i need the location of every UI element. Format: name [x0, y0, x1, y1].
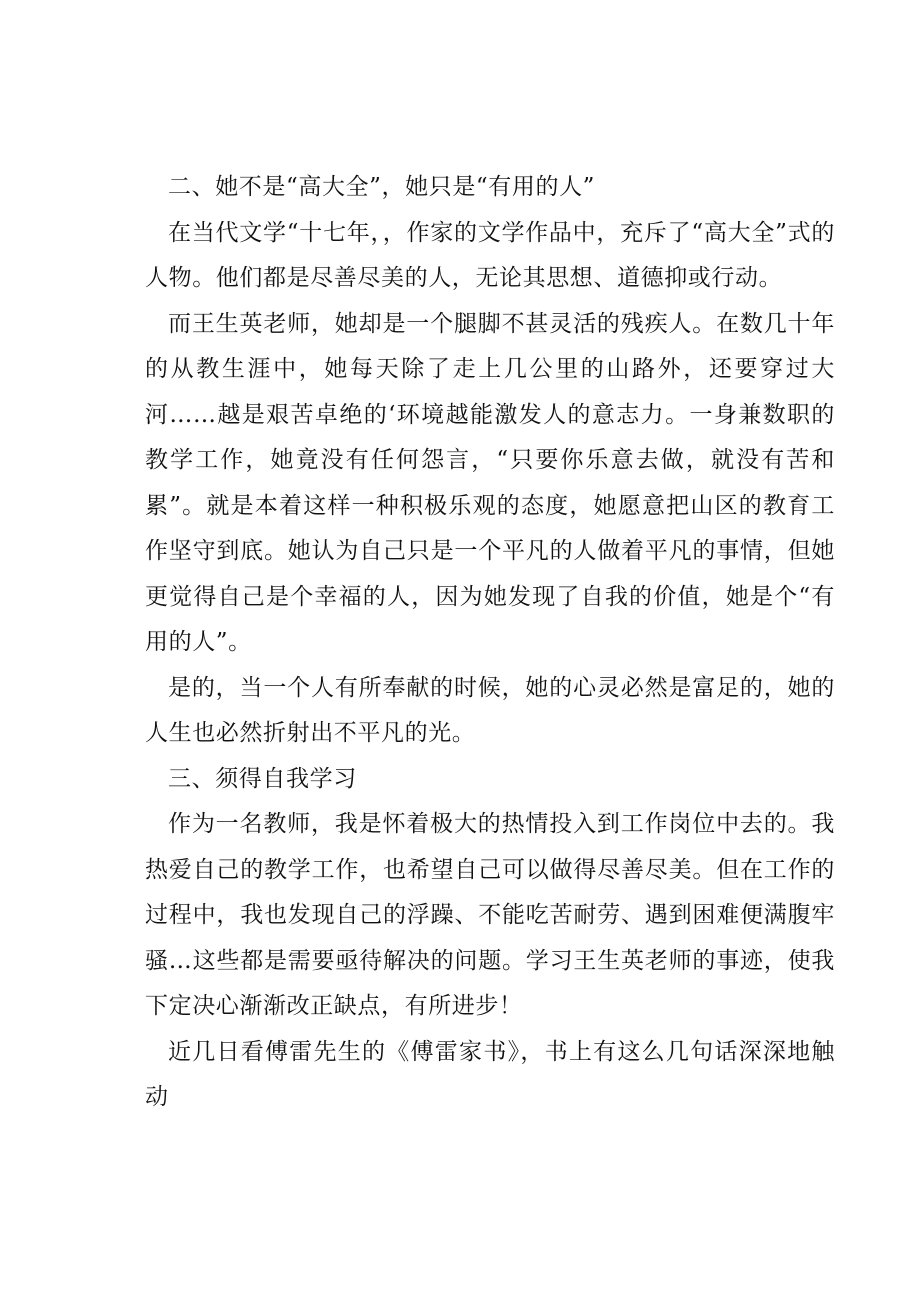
section-heading-two: 二、她不是“高大全”，她只是“有用的人” — [168, 174, 596, 200]
body-paragraph: 而王生英老师，她却是一个腿脚不甚灵活的残疾人。在数几十年的从教生涯中，她每天除了走上几公里的山路外，还要穿过大河……越是艰苦卓绝的‘环境越能激发人的意志力。一身兼数职的教学工作，她竟没有任何怨言，“只要你乐意去做，就没有苦和累”。就是本着这样一种积极乐观的态度，她愿意把山区的教育工作坚守到底。她认为自己只是一个平凡的人做着平凡的事情，但她更觉得自己是个幸福的人，因为她发现了自我的价值，她是个“有用的人”。 — [145, 310, 835, 655]
body-paragraph: 作为一名教师，我是怀着极大的热情投入到工作岗位中去的。我热爱自己的教学工作，也希望自己可以做得尽善尽美。但在工作的过程中，我也发现自己的浮躁、不能吃苦耐劳、遇到困难便满腹牢骚…这些都是需要亟待解决的问题。学习王生英老师的事迹，使我下定决心渐渐改正缺点，有所进步！ — [145, 811, 835, 1019]
body-paragraph: 是的，当一个人有所奉献的时候，她的心灵必然是富足的，她的人生也必然折射出不平凡的光。 — [145, 674, 835, 746]
body-paragraph: 在当代文学“十七年，，作家的文学作品中，充斥了“高大全”式的人物。他们都是尽善尽美的人，无论其思想、道德抑或行动。 — [145, 219, 835, 291]
document-body — [145, 165, 835, 1121]
section-heading-three: 三、须得自我学习 — [168, 765, 357, 792]
body-paragraph: 近几日看傅雷先生的《傅雷家书》，书上有这么几句话深深地触动 — [145, 1038, 835, 1110]
